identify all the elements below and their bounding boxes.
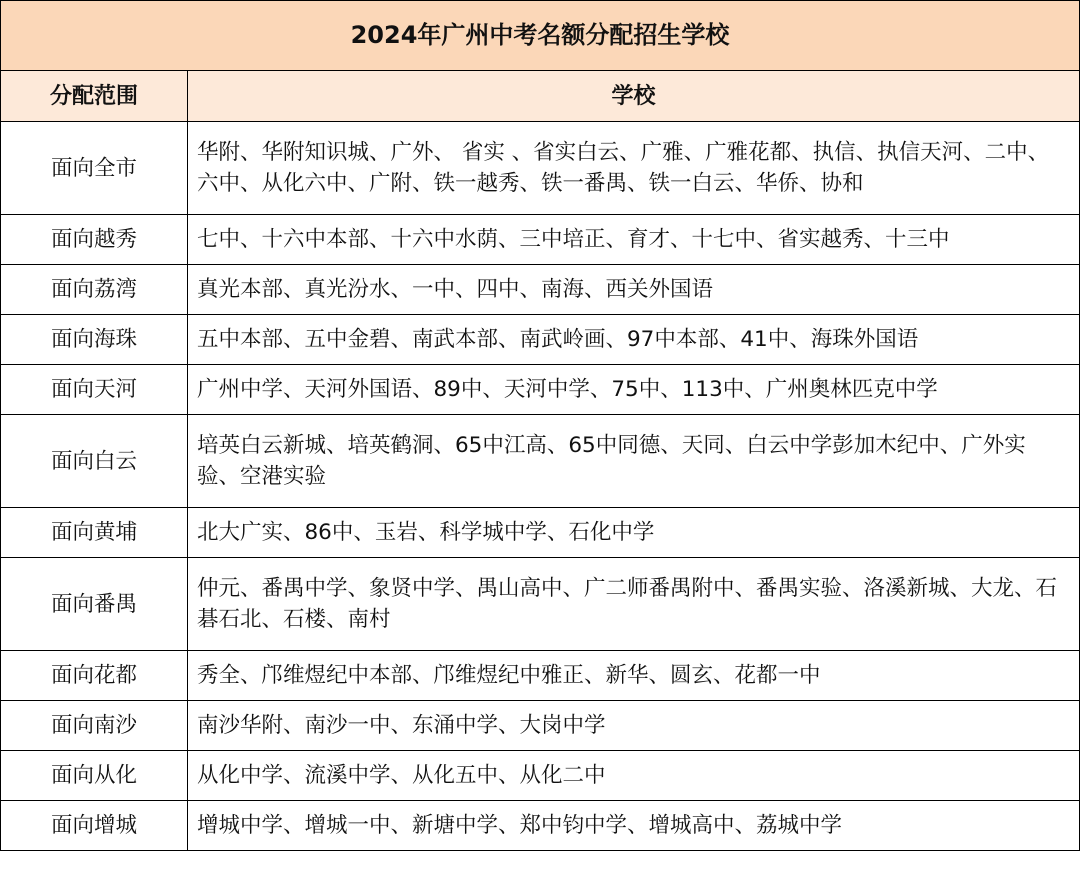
table-row [1, 122, 1080, 215]
title-row [1, 1, 1080, 71]
table-row [1, 315, 1080, 365]
table-row [1, 415, 1080, 508]
header-row [1, 71, 1080, 122]
header-schools: 学校 [188, 71, 1080, 122]
table-row [1, 558, 1080, 651]
range-cell: 面向荔湾 [1, 265, 188, 315]
range-cell: 面向增城 [1, 801, 188, 851]
schools-cell: 五中本部、五中金碧、南武本部、南武岭画、97中本部、41中、海珠外国语 [188, 315, 1080, 365]
schools-cell: 华附、华附知识城、广外、 省实 、省实白云、广雅、广雅花都、执信、执信天河、二中、六中、从化六中、广附、铁一越秀、铁一番禺、铁一白云、华侨、协和 [188, 122, 1080, 215]
range-cell: 面向南沙 [1, 701, 188, 751]
schools-cell: 秀全、邝维煜纪中本部、邝维煜纪中雅正、新华、圆玄、花都一中 [188, 651, 1080, 701]
table-row [1, 651, 1080, 701]
schools-cell: 仲元、番禺中学、象贤中学、禺山高中、广二师番禺附中、番禺实验、洛溪新城、大龙、石碁石北、石楼、南村 [188, 558, 1080, 651]
schools-cell: 北大广实、86中、玉岩、科学城中学、石化中学 [188, 508, 1080, 558]
table-row [1, 751, 1080, 801]
range-cell: 面向全市 [1, 122, 188, 215]
schools-cell: 广州中学、天河外国语、89中、天河中学、75中、113中、广州奥林匹克中学 [188, 365, 1080, 415]
schools-cell: 培英白云新城、培英鹤洞、65中江高、65中同德、天同、白云中学彭加木纪中、广外实验、空港实验 [188, 415, 1080, 508]
schools-cell: 七中、十六中本部、十六中水荫、三中培正、育才、十七中、省实越秀、十三中 [188, 215, 1080, 265]
table-row [1, 365, 1080, 415]
schools-cell: 从化中学、流溪中学、从化五中、从化二中 [188, 751, 1080, 801]
schools-cell: 南沙华附、南沙一中、东涌中学、大岗中学 [188, 701, 1080, 751]
range-cell: 面向越秀 [1, 215, 188, 265]
range-cell: 面向番禺 [1, 558, 188, 651]
table-row [1, 801, 1080, 851]
range-cell: 面向海珠 [1, 315, 188, 365]
table-row [1, 508, 1080, 558]
schools-cell: 真光本部、真光汾水、一中、四中、南海、西关外国语 [188, 265, 1080, 315]
table-row [1, 265, 1080, 315]
range-cell: 面向花都 [1, 651, 188, 701]
table-row [1, 701, 1080, 751]
range-cell: 面向黄埔 [1, 508, 188, 558]
table-title: 2024年广州中考名额分配招生学校 [1, 1, 1080, 71]
table-row [1, 215, 1080, 265]
header-range: 分配范围 [1, 71, 188, 122]
range-cell: 面向从化 [1, 751, 188, 801]
range-cell: 面向白云 [1, 415, 188, 508]
schools-cell: 增城中学、增城一中、新塘中学、郑中钧中学、增城高中、荔城中学 [188, 801, 1080, 851]
range-cell: 面向天河 [1, 365, 188, 415]
